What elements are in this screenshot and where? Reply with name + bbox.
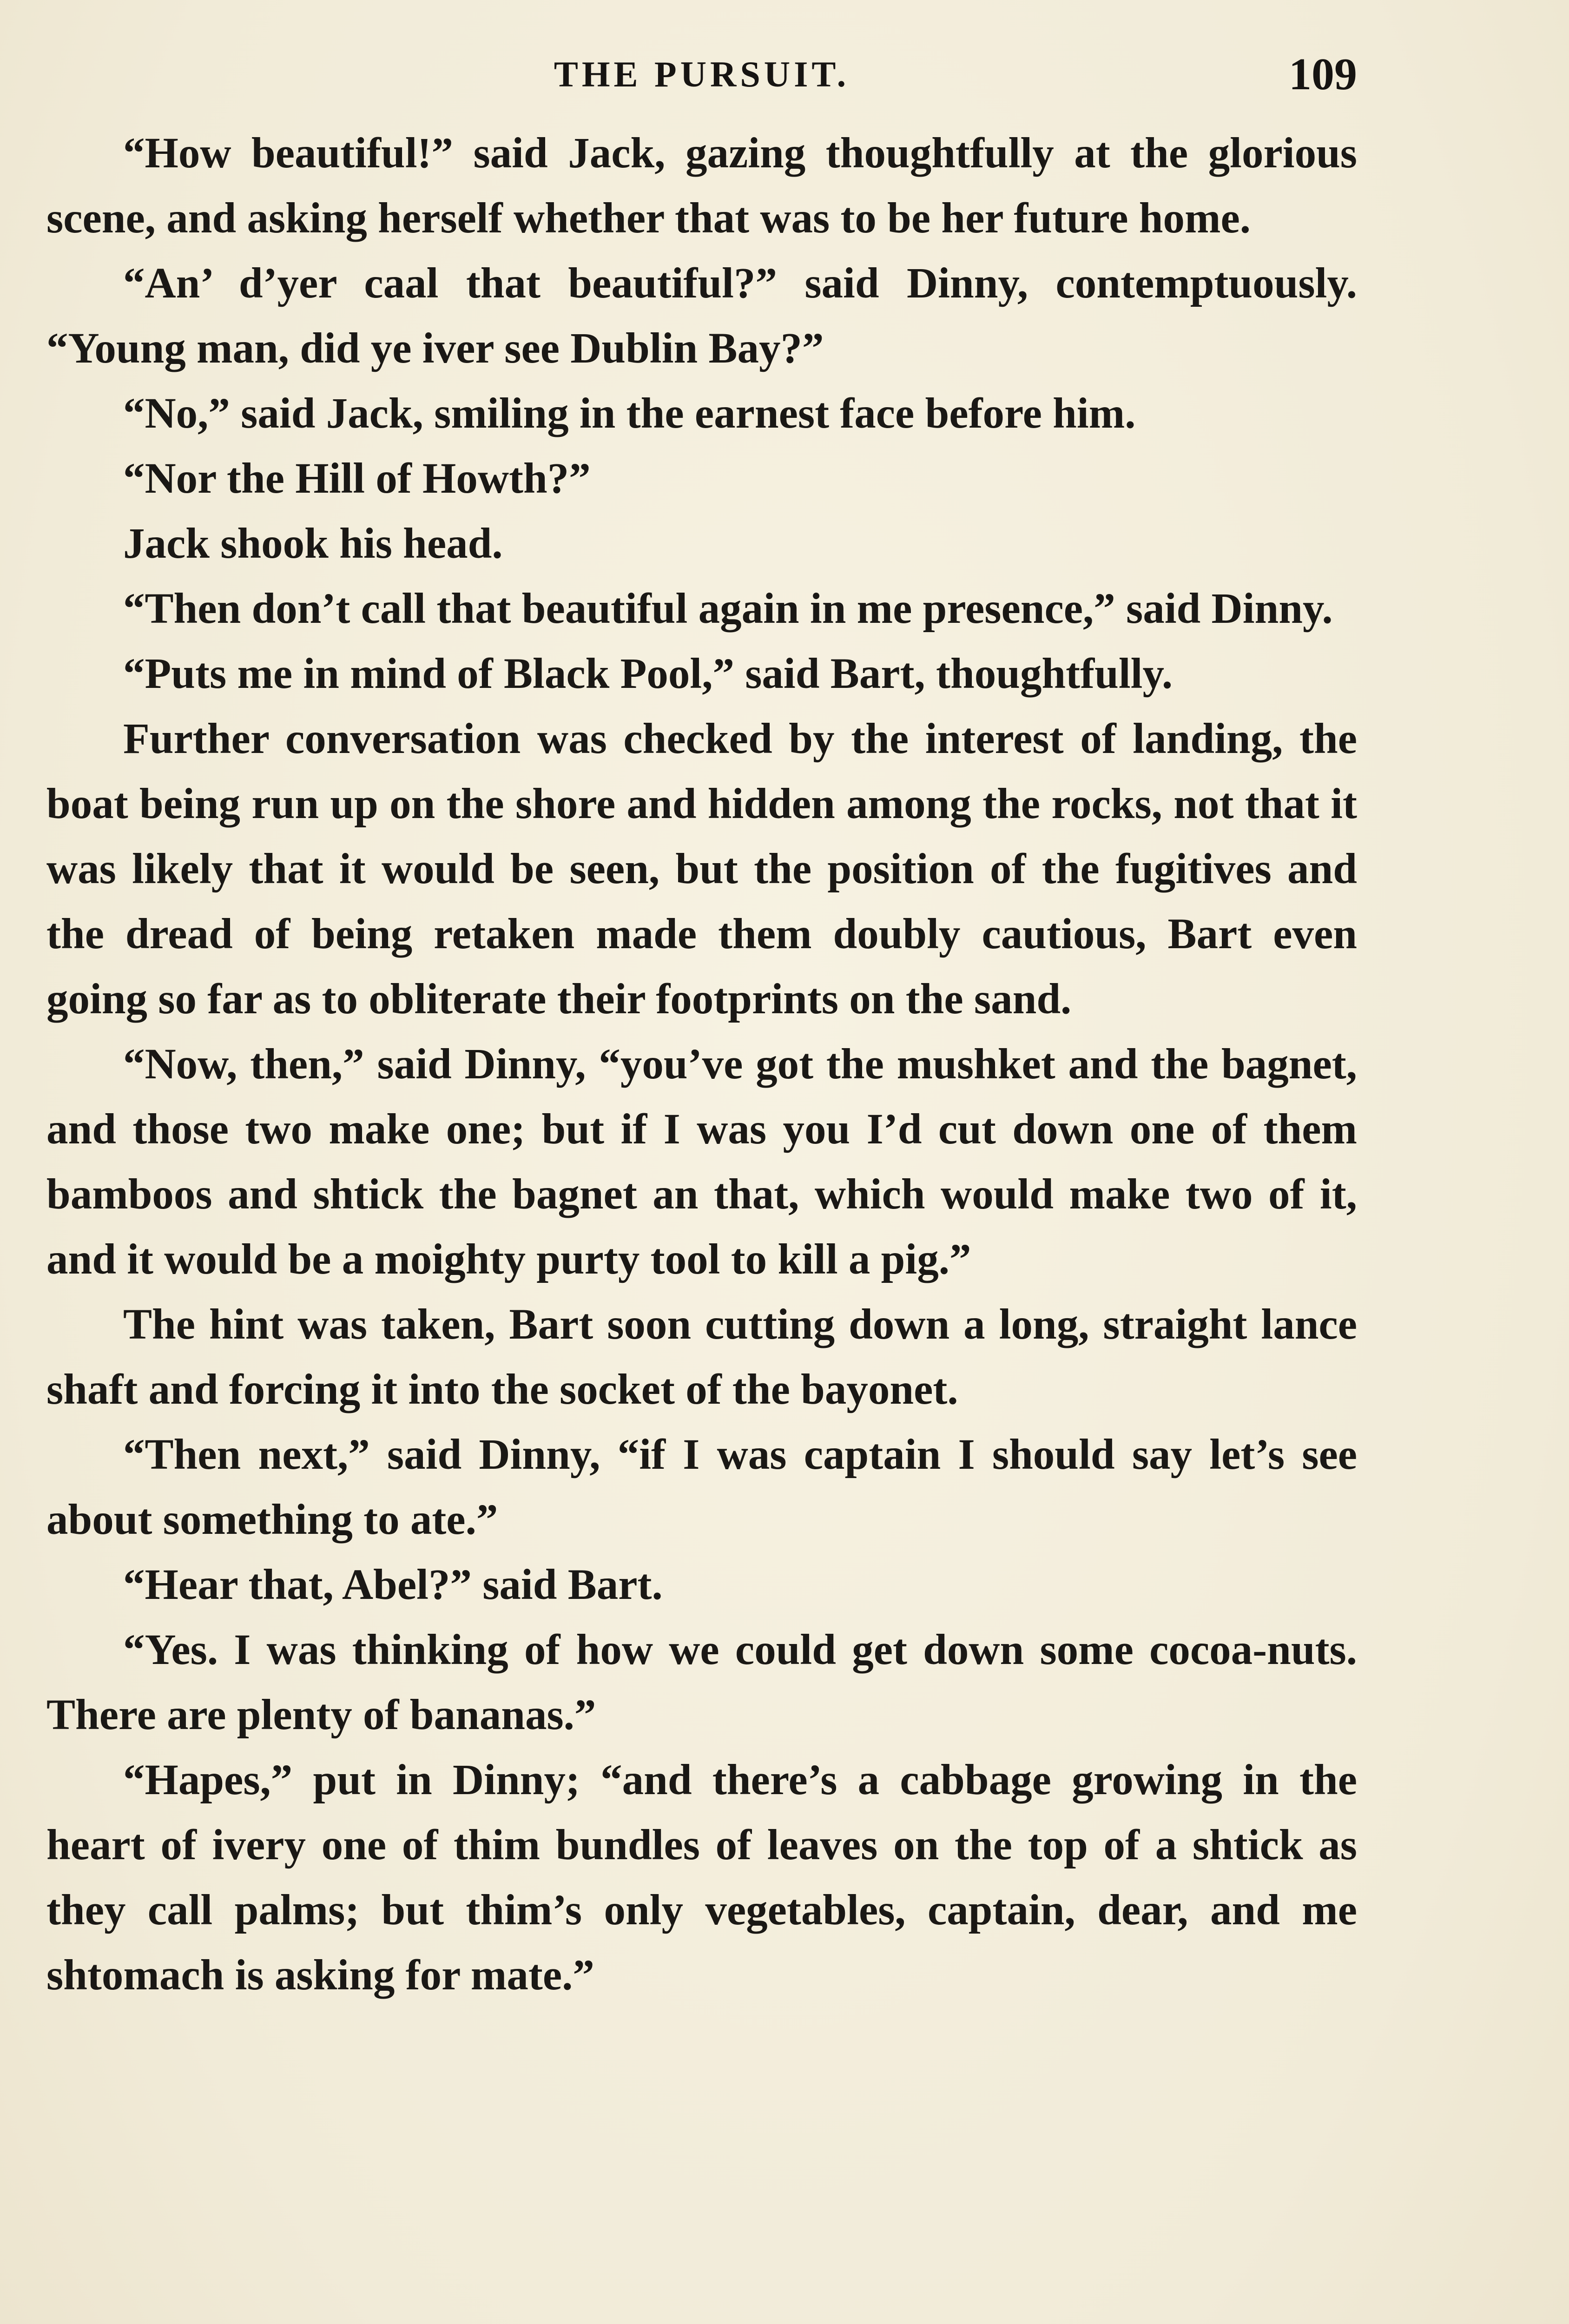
- paragraph: “An’ d’yer caal that beautiful?” said Dinny, contemptuously. “Young man, did ye iver see Dublin Bay?”: [46, 259, 1357, 372]
- paragraph: Jack shook his head.: [123, 520, 503, 568]
- paragraph: Further conversation was checked by the interest of landing, the boat being run up on the shore and hidden among the rocks, not that it was likely that it would be seen, but the position of the fugitives and the dread of being retaken made them doubly cautious, Bart even going so far as to obliterate their footprints on the sand.: [46, 715, 1357, 1023]
- paragraph: The hint was taken, Bart soon cutting down a long, straight lance shaft and forcing it into the socket of the bayonet.: [46, 1301, 1357, 1413]
- paragraph: “No,” said Jack, smiling in the earnest face before him.: [123, 390, 1136, 437]
- paragraph: “Yes. I was thinking of how we could get down some cocoa-nuts. There are plenty of bananas.”: [46, 1626, 1357, 1739]
- paragraph: “Puts me in mind of Black Pool,” said Bart, thoughtfully.: [123, 650, 1173, 698]
- text-body: [46, 121, 1357, 2008]
- paragraph: “Hear that, Abel?” said Bart.: [123, 1561, 663, 1609]
- paragraph: “Then don’t call that beautiful again in me presence,” said Dinny.: [123, 585, 1333, 633]
- chapter-title: THE PURSUIT.: [554, 54, 850, 94]
- paragraph: “How beautiful!” said Jack, gazing thoughtfully at the glorious scene, and asking herself whether that was to be her future home.: [46, 129, 1357, 242]
- paragraph: “Now, then,” said Dinny, “you’ve got the mushket and the bagnet, and those two make one; but if I was you I’d cut down one of them bamboos and shtick the bagnet an that, which would make two of it, and it would be a moighty purty tool to kill a pig.”: [46, 1040, 1357, 1283]
- paragraph: “Hapes,” put in Dinny; “and there’s a cabbage growing in the heart of ivery one of thim bundles of leaves on the top of a shtick as they call palms; but thim’s only vegetables, captain, dear, and me shtomach is asking for mate.”: [46, 1756, 1357, 1999]
- paragraph: “Nor the Hill of Howth?”: [123, 455, 591, 502]
- paragraph: “Then next,” said Dinny, “if I was captain I should say let’s see about something to ate.”: [46, 1431, 1357, 1544]
- page-number: 109: [1289, 49, 1357, 99]
- running-head: [46, 46, 1357, 102]
